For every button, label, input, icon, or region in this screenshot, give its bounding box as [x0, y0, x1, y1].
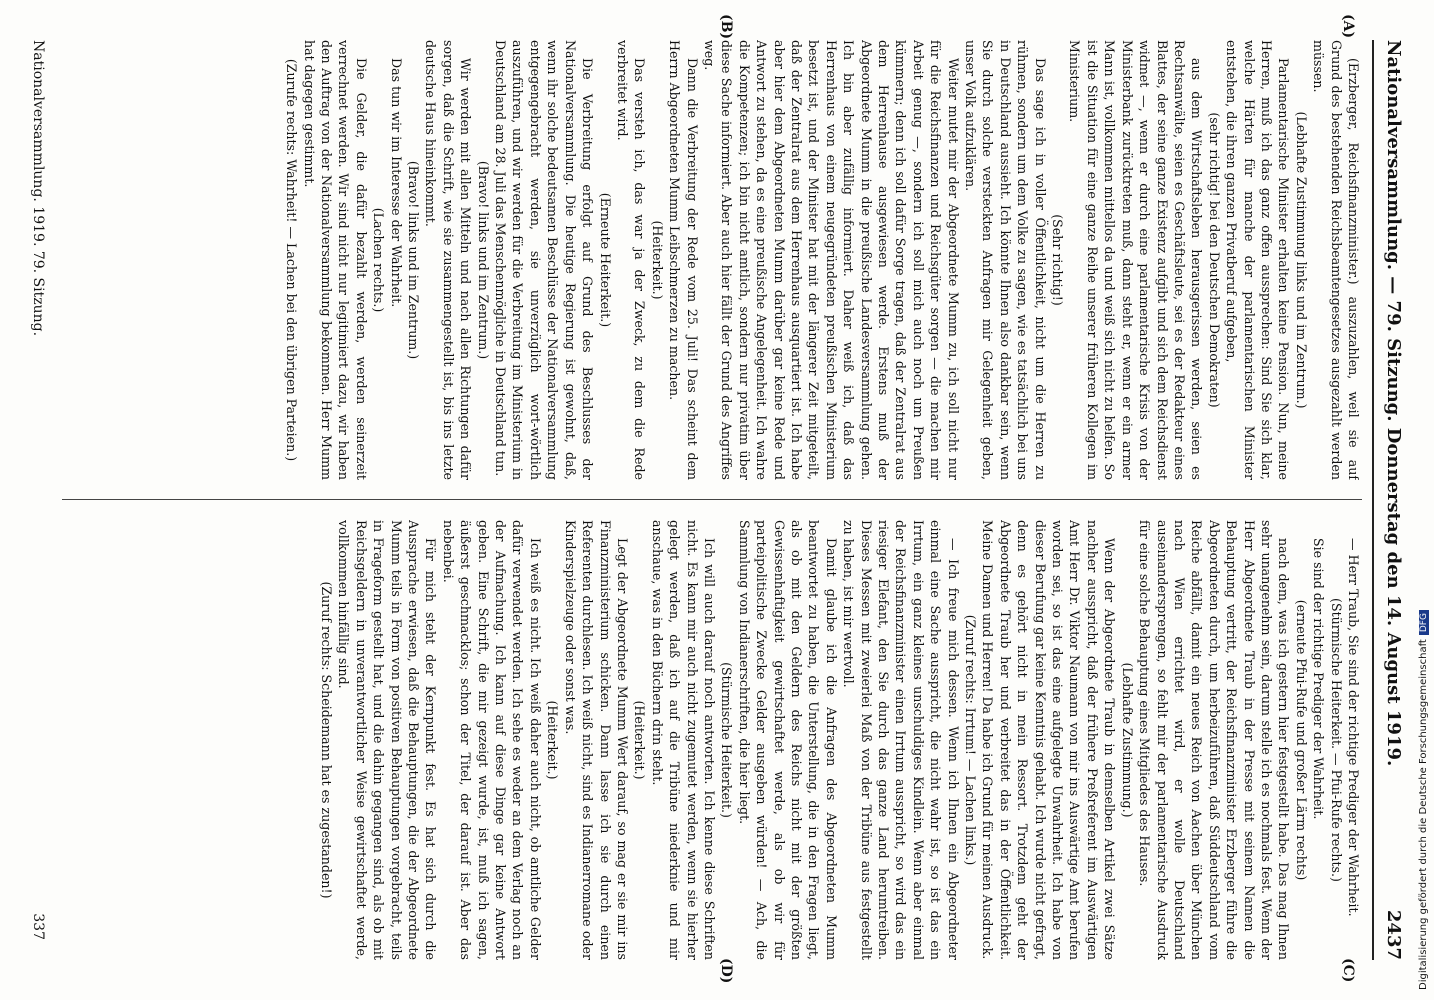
margin-mark-b: (B) — [718, 14, 734, 40]
interjection: (Stürmische Heiterkeit. — Pfui-Rufe rechts.) — [1328, 598, 1344, 882]
paragraph: Die Verbreitung erfolgt auf Grund des Beschlusses der Nationalversammlung. Die heutige Regierung ist gewohnt, daß, wenn ihr solche bedeutsamen Beschlüsse der Nationalversammlung entgegengebracht werden, sie unverzüglich wort-wörtlich auszuführen, und wir werden für die Verbreitung im Ministerium in Deutschland am 28. Juli das Menschenmögliche in Deutschland tun. — [493, 40, 596, 480]
page-number: 337 — [30, 913, 46, 940]
interjection: (Sehr richtig!) — [1050, 214, 1066, 306]
header-rule — [1372, 40, 1374, 960]
dfg-logo: DFG — [1419, 610, 1429, 635]
paragraph: Ich will auch darauf noch antworten. Ich kenne diese Schriften nicht. Es kann mir auch nicht zugemutet werden, wenn sie hierher gelegt werden, daß ich auf die Tribüne niederknie und mir anschaue, was in den Büchern drin steht. — [649, 520, 717, 960]
interjection: (Bravo! links und im Zentrum.) — [475, 160, 491, 360]
paragraph: Wir werden mit allen Mitteln und nach allen Richtungen dafür sorgen, daß die Schrift, wie sie zusammengestellt ist, bis ins letzte deutsche Haus hineinkommt. — [423, 40, 474, 480]
paragraph: Sie sind der richtige Prediger der Wahrheit. — [1311, 538, 1327, 820]
paragraph: Das tun wir im Interesse der Wahrheit. — [388, 58, 404, 308]
right-text-column — [62, 520, 1362, 960]
paragraph: Parlamentarische Minister erhalten keine Pension. Nun, meine Herren, muß ich das ganz offen aussprechen: Sind Sie sich klar, welche Härten für manche der parlamentarischen Minister entstehen, die ihren ganzen Privatberuf aufgeben, — [1224, 40, 1292, 480]
interjection: (Zuruf rechts: Scheidemann hat es zugestanden!) — [319, 581, 335, 899]
running-title: Nationalversammlung. — 79. Sitzung. Donnerstag den 14. August 1919. — [1383, 40, 1404, 767]
interjection: (Lachen rechts.) — [371, 207, 387, 313]
interjection: (Zuruf rechts: Irrtum! — Lachen links.) — [963, 614, 979, 866]
paragraph: Ich weiß es nicht. Ich weiß daher auch nicht, ob amtliche Gelder dafür verwendet werden. Ich sehe es weder an dem Verlag noch an der Aufmachung. Ich kann auf diese Dinge gar keine Antwort geben. Eine Schrift, die mir gezeigt wurde, ist, muß ich sagen, äußerst geschmacklos; schon der Titel, der darauf ist. Aber das nebenbei. — [440, 520, 543, 960]
interjection: (sehr richtig! bei den Deutschen Demokraten) — [1206, 112, 1222, 408]
paragraph: Damit glaube ich die Anfragen des Abgeordneten Mumm beantwortet zu haben, die Unterstellung, die in den Fragen liegt, als ob mit den Geldern des Reichs nicht mit der größten Gewissenhaftigkeit gewirtschaftet werde, als ob wir für parteipolitische Zwecke Gelder ausgeben würden! — Ach, die Sammlung von Indianerschriften, die hier liegt. — [736, 520, 839, 960]
paragraph: Für mich steht der Kernpunkt fest. Es hat sich durch die Aussprache erwiesen, daß die Behauptungen, die der Abgeordnete Mumm teils in Form von positiven Behauptungen vorgebracht, teils in Frageform gestellt hat, und die dahin gegangen sind, als ob mit Reichsgeldern in unverantwortlicher Weise gewirtschaftet werde, vollkommen hinfällig sind. — [336, 520, 439, 960]
interjection: (Heiterkeit.) — [632, 700, 648, 780]
paragraph: Das sage ich in voller Öffentlichkeit, nicht um die Herren zu rühmen, sondern um dem Volke zu sagen, wie es tatsächlich bei uns in Deutschland aussieht. Ich könnte Ihnen also dankbar sein, wenn Sie durch solche versteckten Anfragen mir Gelegenheit geben, unser Volk aufzuklären. — [963, 40, 1048, 480]
paragraph: Die Gelder, die dafür bezahlt werden, werden seinerzeit verrechnet werden. Wir sind nicht nur legitimiert dazu, wir haben den Auftrag von der Nationalversammlung bekommen. Herr Mumm hat dagegen gestimmt. — [301, 40, 369, 480]
dfg-notice-text: Digitalisierung gefördert durch die Deutsche Forschungsgemeinschaft — [1418, 639, 1429, 990]
paragraph: — Herr Traub, Sie sind der richtige Prediger der Wahrheit. — [1346, 538, 1361, 917]
page-footer: Nationalversammlung. 1919. 79. Sitzung. — [30, 40, 46, 337]
interjection: (Lebhafte Zustimmung links und im Zentrum.) — [1293, 111, 1309, 409]
paragraph: (Erzberger, Reichsfinanzminister.) auszuzahlen, weil sie auf Grund des bestehenden Reichsbeamtengesetzes ausgezahlt werden müssen. — [1311, 40, 1361, 480]
page-header — [1374, 40, 1404, 960]
margin-mark-d: (D) — [718, 958, 734, 984]
paragraph: nach dem, was ich gestern hier festgestellt habe. Das mag Ihnen sehr unangenehm sein, darum stelle ich es nochmals fest. Wenn der Herr Abgeordnete Traub in der Presse mit seinem Namen die Behauptung vertritt, der Reichsfinanzminister Erzberger führe die Abgeordneten durch, um herbeizuführen, daß Süddeutschland vom Reiche abfällt, damit ein neues Reich von Aachen über München nach Wien errichtet wird, er wolle Deutschland auseinandersprengen, so fehlt mir der parlamentarische Ausdruck für eine solche Behauptung eines Mitgliedes des Hauses. — [1137, 520, 1292, 960]
left-text-column — [62, 40, 1362, 480]
paragraph: Das versteh ich, das war ja der Zweck, zu dem die Rede verbreitet wird. — [614, 40, 648, 480]
paragraph: Legt der Abgeordnete Mumm Wert darauf, so mag er sie mir ins Finanzministerium schicken. Dann lasse ich sie durch einen Referenten durchlesen. Ich weiß nicht, sind es Indianerromane oder Kinderspielzeuge oder sonst was. — [562, 520, 630, 960]
interjection: (Heiterkeit.) — [545, 700, 561, 780]
interjection: (Bravo! links und im Zentrum.) — [406, 160, 422, 360]
column-divider — [62, 499, 1362, 500]
interjection: (Erneute Heiterkeit.) — [597, 192, 613, 328]
paragraph: — Ich freue mich dessen. Wenn ich Ihnen ein Abgeordneter einmal eine Sache ausspricht, die nicht wahr ist, so ist das ein Irrtum, ein ganz kleines unschuldiges Kindlein. Wenn aber einmal der Reichsfinanzminister einen Irrtum ausspricht, so wird das ein riesiger Elefant, den Sie durch das ganze Land herumtreiben. Dieses Messen mit zweierlei Maß von der Tribüne aus festgestellt zu haben, ist mir wertvoll. — [841, 520, 961, 960]
paragraph: aus dem Wirtschaftsleben herausgerissen werden, seien es Rechtsanwälte, seien es Geschäftsleute, sei es der Redakteur eines Blattes, der seine ganze Existenz aufgibt und sich dem Reichsdienst widmet —, wenn er durch eine parlamentarische Krisis von der Ministerbank zurücktreten muß, dann steht er, wenn er ein armer Mann ist, vollkommen mittellos da und weiß sich nicht zu helfen. So ist die Situation für eine ganze Reihe unserer früheren Kollegen im Ministerium. — [1067, 40, 1205, 480]
interjection: (Zurufe rechts: Wahrheit! — Lachen bei den übrigen Parteien.) — [284, 58, 300, 462]
column-number: 2437 — [1383, 909, 1404, 960]
interjection: (Stürmische Heiterkeit.) — [719, 662, 735, 818]
paragraph: Weiter mutet mir der Abgeordnete Mumm zu, ich soll nicht nur für die Reichsfinanzen und Reichsgüter sorgen — die machen mir Arbeit genug —, sondern ich soll mich auch noch um Preußen kümmern; denn ich soll dafür Sorge tragen, daß der Zentralrat aus dem Herrenhause ausgewiesen werde. Erstens muß der Abgeordnete Mumm in die preußische Landesversammlung gehen. Ich bin aber zufällig informiert. Daher weiß ich, daß das Herrenhaus von einem neugegründeten preußischen Ministerium besetzt ist, und der Minister hat mit der längerer Zeit mitgeteilt, daß der Zentralrat aus dem Herrenhaus ausquartiert ist. Ich habe aber hier dem Abgeordneten Mumm darüber gar keine Rede und Antwort zu stehen, da es eine preußische Angelegenheit. Ich wahre die Kompetenzen; ich bin nicht amtlich, sondern nur privatim über diese Sache informiert. Aber auch hier fällt der Grund des Angriffes weg. — [701, 40, 961, 480]
margin-mark-a: (A) — [1340, 14, 1356, 39]
interjection: (Lebhafte Zustimmung.) — [1119, 662, 1135, 818]
paragraph: Wenn der Abgeordnete Traub in demselben Artikel zwei Sätze nachher ausspricht, daß der frühere Preßreferent im Auswärtigen Amt Herr Dr. Viktor Naumann von mir ins Auswärtige Amt berufen worden sei, so ist das eine aufgelegte Unwahrheit. Ich habe von dieser Berufung gar keine Kenntnis gehabt. Ich wurde nicht gefragt, denn es gehört nicht in mein Ressort. Trotzdem geht der Abgeordnete Traub her und verbreitet das in der Öffentlichkeit. Meine Damen und Herren! Da habe ich Grund für meinen Ausdruck. — [980, 520, 1118, 960]
margin-mark-c: (C) — [1340, 958, 1356, 983]
interjection: (Heiterkeit.) — [649, 220, 665, 300]
interjection: (erneute Pfui-Rufe und großer Lärm rechts) — [1293, 599, 1309, 881]
paragraph: Dann die Verbreitung der Rede vom 25. Juli! Das scheint dem Herrn Abgeordneten Mumm Leibschmerzen zu machen. — [667, 40, 700, 480]
